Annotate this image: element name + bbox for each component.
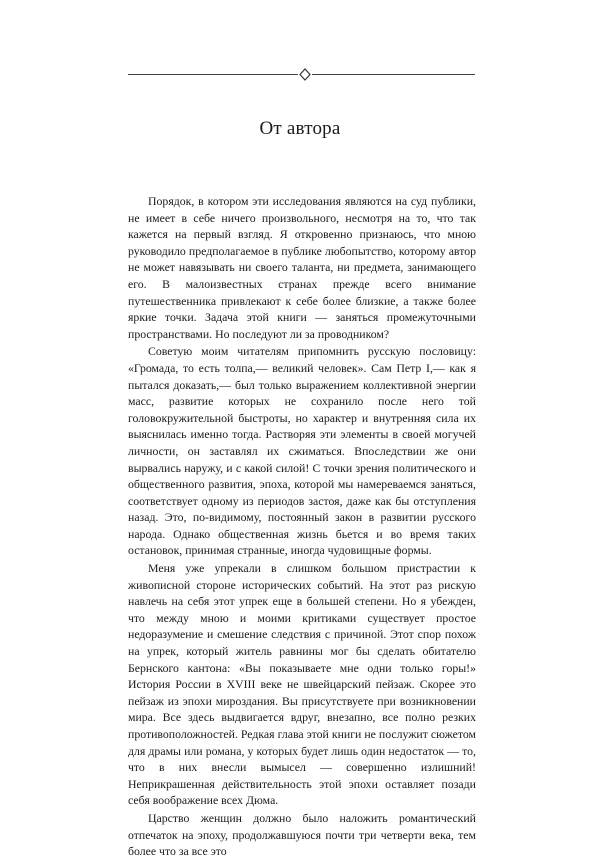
paragraph-1: Порядок, в котором эти исследования являются на суд публики, не имеет в себе ничего произвольного, несмотря на то, что так кажется на первый взгляд. Я откровенно признаюсь, что мною руководило предполагаемое в публике любопытство, которому автор не может навязывать ни своего таланта, ни предмета, занимающего его. В малоизвестных странах прежде всего внимание путешественника привлекают к себе более близкие, а также более яркие точки. Задача этой книги — заняться промежуточными пространствами. Но последуют ли за проводником?: [128, 194, 476, 341]
header-rule-right: [312, 74, 475, 75]
body-text: [128, 193, 476, 860]
chapter-title: От автора: [259, 118, 341, 139]
paragraph-2: Советую моим читателям припомнить русскую пословицу: «Громада, то есть толпа,— великий человек». Сам Петр I,— как я пытался доказать,— был только выражением коллективной энергии масс, развитие которых не сохранило после него той головокружительной быстроты, но характер и внутренняя сила их выяснилась именно тогда. Растворяя эти элементы в своей могучей личности, он заставлял их сжиматься. Впоследствии же они вырвались наружу, и с какой силой! С точки зрения политического и общественного развития, эпоха, которой мы намереваемся заняться, соответствует одному из периодов застоя, даже как бы отступления назад. Это, по-видимому, постоянный закон в развитии русского народа. Однако общественная жизнь бьется и во время таких остановок, принимая странные, иногда чудовищные формы.: [128, 344, 476, 558]
header-rule-left: [128, 74, 298, 75]
paragraph-4: Царство женщин должно было наложить романтический отпечаток на эпоху, продолжавшуюся почти три четверти века, тем более что за все это: [128, 810, 476, 859]
paragraph-3: Меня уже упрекали в слишком большом пристрастии к живописной стороне исторических событий. На этот раз рискую навлечь на себя этот упрек еще в большей степени. Но я убежден, что между мною и моими критиками существует простое недоразумение и смешение следствия с причиной. Этот спор похож на упрек, который житель равнины мог бы сделать обитателю Бернского кантона: «Вы показываете мне одни только горы!» История России в XVIII веке не швейцарский пейзаж. Скорее это пейзаж из эпохи мироздания. Вы присутствуете при возникновении мира. Все здесь выдвигается вдруг, внезапно, все полно резких противоположностей. Редкая глава этой книги не послужит сюжетом для драмы или романа, у которых будет лишь один недостаток — то, что в них внесли вымысел — совершенно излишний! Неприкрашенная действительность этой эпохи оставляет позади себя воображение всех Дюма.: [128, 561, 476, 808]
diamond-ornament-icon: [298, 68, 312, 81]
